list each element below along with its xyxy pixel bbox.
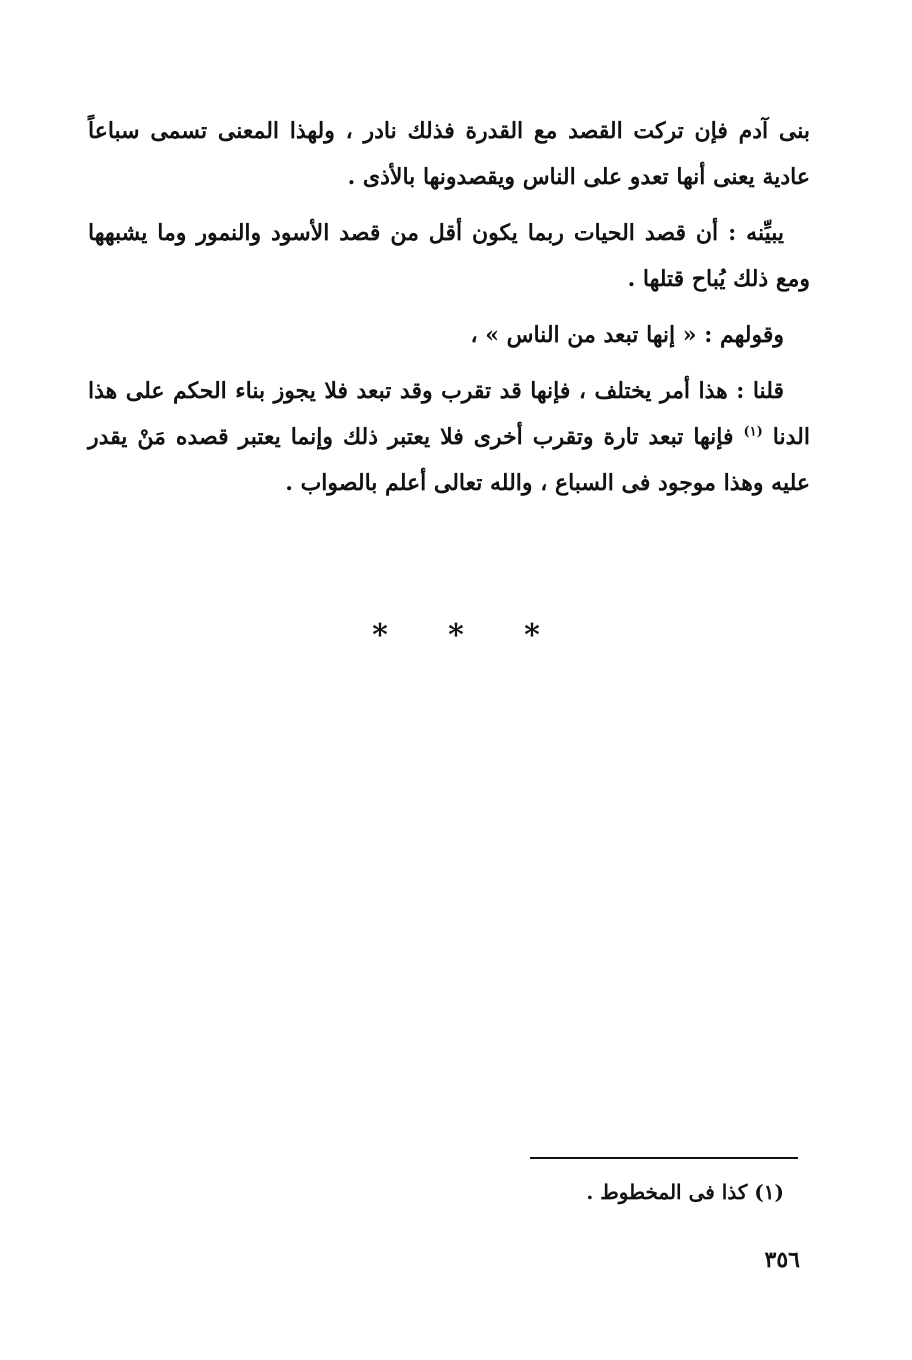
separator-asterisk-1: * [372, 618, 388, 653]
paragraph-3: وقولهم : « إنها تبعد من الناس » ، [470, 322, 784, 348]
separator-asterisk-2: * [448, 618, 464, 653]
section-separator [0, 618, 912, 653]
paragraph-4-text-b: فإنها تبعد تارة وتقرب أخرى فلا يعتبر ذلك وإنما يعتبر قصده مَنْ يقدر عليه وهذا موجود فى السباع ، والله تعالى أعلم بالصواب . [88, 424, 810, 496]
footnote-reference[interactable]: (١) [743, 424, 763, 440]
paragraph-4-text-a: قلنا : هذا أمر يختلف ، فإنها قد تقرب وقد تبعد فلا يجوز بناء الحكم على هذا الدنا [88, 378, 810, 450]
footnote: (١) كذا فى المخطوط . [586, 1180, 784, 1204]
main-text [88, 108, 810, 516]
paragraph-4 [88, 368, 810, 506]
paragraph-1: بنى آدم فإن تركت القصد مع القدرة فذلك نادر ، ولهذا المعنى تسمى سباعاً عادية يعنى أنها تعدو على الناس ويقصدونها بالأذى . [88, 118, 810, 190]
page-number: ٣٥٦ [764, 1247, 800, 1273]
paragraph-2: يبيِّنه : أن قصد الحيات ربما يكون أقل من قصد الأسود والنمور وما يشبهها ومع ذلك يُباح قتلها . [88, 220, 810, 292]
separator-asterisk-3: * [524, 618, 540, 653]
footnote-divider [530, 1157, 798, 1159]
